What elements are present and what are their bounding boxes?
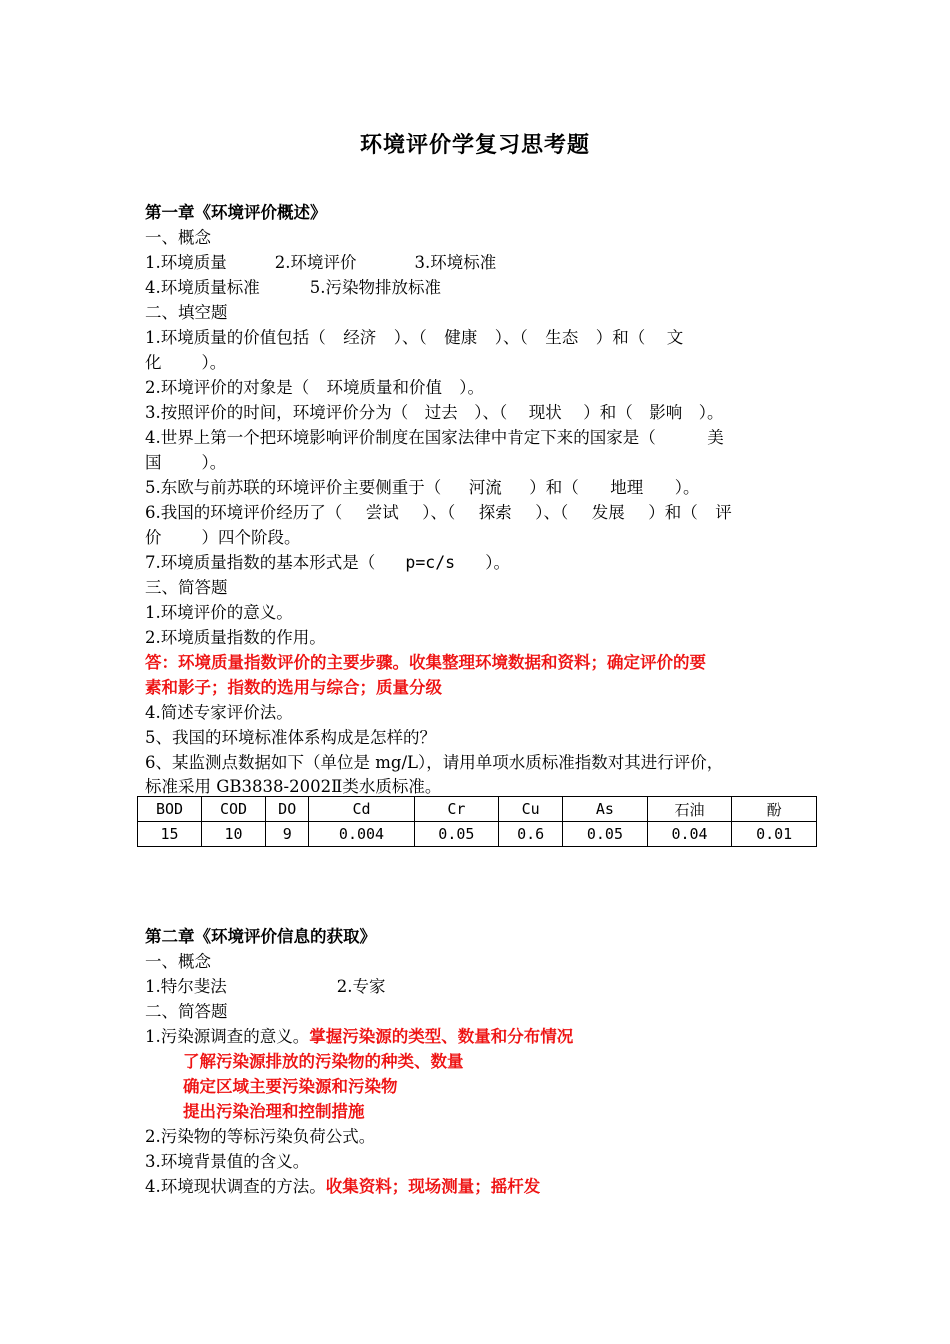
short-answer-question: 1.环境评价的意义。	[145, 603, 293, 622]
answer-blank: 环境质量和价值	[326, 378, 442, 397]
question-text: 1.污染源调查的意义。	[145, 1027, 310, 1046]
fill-question-6	[145, 500, 732, 525]
question-text: ）。	[201, 353, 227, 372]
short-answer-question: 2.污染物的等标污染负荷公式。	[145, 1127, 376, 1146]
table-header-cell: 酚	[732, 797, 817, 822]
table-cell: 0.6	[499, 822, 563, 847]
question-text: ）、（	[474, 403, 508, 422]
fill-question-2	[145, 375, 484, 400]
question-text: 7.环境质量指数的基本形式是（	[145, 553, 376, 572]
question-text: ）、（	[393, 328, 427, 347]
monitoring-data-table	[137, 796, 817, 847]
concept-item: 1.特尔斐法	[145, 977, 227, 996]
question-text: ）、（	[494, 328, 528, 347]
table-header-cell: DO	[266, 797, 309, 822]
table-header-cell: 石油	[647, 797, 732, 822]
answer-blank: 健康	[444, 328, 478, 347]
short-answer-question	[145, 1024, 573, 1049]
fill-question-1-cont	[145, 350, 226, 375]
answer-blank: 文	[666, 328, 684, 347]
concept-row	[145, 275, 441, 300]
concept-item: 2.专家	[336, 977, 386, 996]
table-cell: 0.05	[414, 822, 499, 847]
answer-blank: 河流	[468, 478, 502, 497]
chapter-2-heading: 第二章《环境评价信息的获取》	[145, 927, 376, 946]
answer-blank: 国	[145, 453, 162, 472]
question-text: ）。	[485, 553, 510, 572]
question-text: 4.世界上第一个把环境影响评价制度在国家法律中肯定下来的国家是（	[145, 428, 656, 447]
table-header-cell: As	[563, 797, 648, 822]
fill-question-5	[145, 475, 700, 500]
answer-blank: 化	[145, 353, 162, 372]
table-cell: 10	[202, 822, 266, 847]
short-answer-question: 2.环境质量指数的作用。	[145, 628, 326, 647]
table-header-row	[138, 797, 817, 822]
answer-text: 素和影子；指数的选用与综合；质量分级	[145, 678, 442, 697]
table-cell: 0.05	[563, 822, 648, 847]
answer-text: 确定区域主要污染源和污染物	[183, 1077, 398, 1096]
concept-item: 1.环境质量	[145, 253, 227, 272]
question-text: 1.环境质量的价值包括（	[145, 328, 326, 347]
section-title: 一、概念	[145, 952, 211, 971]
answer-blank: 评	[715, 503, 732, 522]
question-text: 6.我国的环境评价经历了（	[145, 503, 343, 522]
question-text: 5.东欧与前苏联的环境评价主要侧重于（	[145, 478, 442, 497]
table-cell: 0.004	[309, 822, 414, 847]
concept-item: 2.环境评价	[274, 253, 357, 272]
table-header-cell: BOD	[138, 797, 202, 822]
question-text: ）和（	[529, 478, 579, 497]
answer-blank: 美	[707, 428, 724, 447]
short-answer-question: 标准采用 GB3838-2002Ⅱ类水质标准。	[145, 777, 442, 796]
short-answer-question: 3.环境背景值的含义。	[145, 1152, 310, 1171]
short-answer-question: 6、某监测点数据如下（单位是 mg/L），请用单项水质标准指数对其进行评价，	[145, 753, 724, 772]
table-cell: 9	[266, 822, 309, 847]
answer-text: 收集资料；现场测量；摇杆发	[325, 1177, 541, 1196]
concept-row	[145, 974, 386, 999]
question-text: 4.环境现状调查的方法。	[145, 1177, 326, 1196]
table-cell: 0.04	[647, 822, 732, 847]
answer-blank: 地理	[610, 478, 644, 497]
question-text: ）和（	[583, 403, 633, 422]
table-header-cell: COD	[202, 797, 266, 822]
table-cell: 15	[138, 822, 202, 847]
question-text: ）、（	[422, 503, 456, 522]
question-text: 3.按照评价的时间，环境评价分为（	[145, 403, 409, 422]
answer-blank: 影响	[649, 403, 683, 422]
section-title: 一、概念	[145, 228, 211, 247]
concept-item: 5.污染物排放标准	[309, 278, 441, 297]
table-header-cell: Cu	[499, 797, 563, 822]
fill-question-4-cont	[145, 450, 226, 475]
question-text: ）。	[459, 378, 484, 397]
short-answer-question: 5、我国的环境标准体系构成是怎样的？	[145, 728, 436, 747]
answer-text: 掌握污染源的类型、数量和分布情况	[309, 1027, 574, 1046]
section-title: 二、简答题	[145, 1002, 228, 1021]
answer-text: 答：环境质量指数评价的主要步骤。收集整理环境数据和资料；确定评价的要	[145, 653, 706, 672]
concept-item: 3.环境标准	[414, 253, 497, 272]
answer-blank: 发展	[591, 503, 625, 522]
answer-blank: 探索	[478, 503, 512, 522]
fill-question-3	[145, 400, 724, 425]
concept-item: 4.环境质量标准	[145, 278, 260, 297]
answer-text: 提出污染治理和控制措施	[183, 1102, 365, 1121]
section-title: 二、填空题	[145, 303, 228, 322]
question-text: ）和（	[648, 503, 698, 522]
table-row	[138, 822, 817, 847]
chapter-1-heading: 第一章《环境评价概述》	[145, 203, 327, 222]
page-title: 环境评价学复习思考题	[359, 133, 590, 158]
answer-blank: 价	[145, 528, 162, 547]
question-text: ）和（	[595, 328, 646, 347]
fill-question-6-cont	[145, 525, 301, 550]
question-text: ）。	[674, 478, 700, 497]
question-text: ）。	[201, 453, 227, 472]
short-answer-question	[145, 1174, 540, 1199]
answer-blank: p=c/s	[405, 553, 456, 572]
answer-blank: 尝试	[365, 503, 399, 522]
question-text: 2.环境评价的对象是（	[145, 378, 310, 397]
section-title: 三、简答题	[145, 578, 228, 597]
answer-text: 了解污染源排放的污染物的种类、数量	[183, 1052, 464, 1071]
fill-question-1	[145, 325, 683, 350]
short-answer-question: 4.简述专家评价法。	[145, 703, 293, 722]
fill-question-7	[145, 550, 510, 575]
question-text: ）四个阶段。	[201, 528, 301, 547]
table-header-cell: Cd	[309, 797, 414, 822]
table-header-cell: Cr	[414, 797, 499, 822]
table-cell: 0.01	[732, 822, 817, 847]
fill-question-4	[145, 425, 724, 450]
answer-blank: 经济	[343, 328, 377, 347]
concept-row	[145, 250, 496, 275]
answer-blank: 生态	[545, 328, 579, 347]
question-text: ）、（	[535, 503, 569, 522]
question-text: ）。	[698, 403, 724, 422]
answer-blank: 过去	[424, 403, 458, 422]
answer-blank: 现状	[528, 403, 562, 422]
